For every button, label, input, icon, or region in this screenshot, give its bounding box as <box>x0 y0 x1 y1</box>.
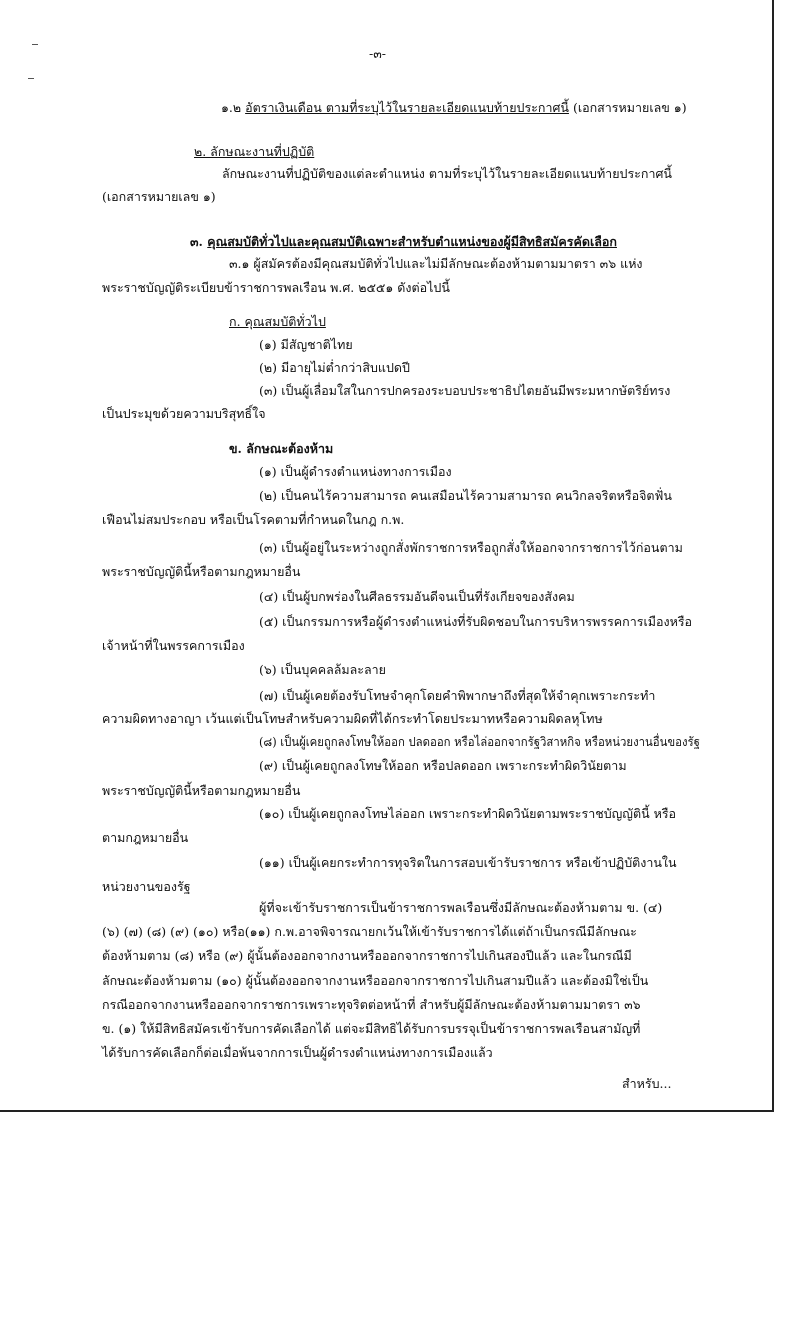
section-1-2-ref: (เอกสารหมายเลข ๑) <box>572 100 687 115</box>
prohibited-item-7-line2: ความผิดทางอาญา เว้นแต่เป็นโทษสำหรับความผิดที่ได้กระทำโดยประมาทหรือความผิดลหุโทษ <box>102 711 603 726</box>
scan-speck <box>28 78 34 79</box>
general-item-1: (๑) มีสัญชาติไทย <box>259 337 353 352</box>
prohibited-item-3-line1: (๓) เป็นผู้อยู่ในระหว่างถูกสั่งพักราชการหรือถูกสั่งให้ออกจากราชการไว้ก่อนตาม <box>259 540 683 555</box>
prohibited-item-11-line1: (๑๑) เป็นผู้เคยกระทำการทุจริตในการสอบเข้ารับราชการ หรือเข้าปฏิบัติงานใน <box>259 855 677 870</box>
section-3-number: ๓. <box>190 234 203 249</box>
general-item-2: (๒) มีอายุไม่ต่ำกว่าสิบแปดปี <box>259 360 410 375</box>
page-border-bottom <box>0 1110 774 1112</box>
prohibited-item-2-line1: (๒) เป็นคนไร้ความสามารถ คนเสมือนไร้ความสามารถ คนวิกลจริตหรือจิตฟั่น <box>259 488 672 503</box>
page-number: -๓- <box>369 46 386 61</box>
page-border-right <box>772 0 774 1112</box>
closing-line-3: ต้องห้ามตาม (๘) หรือ (๙) ผู้นั้นต้องออกจากงานหรือออกจากราชการไปเกินสองปีแล้ว และในกรณีมี <box>102 948 632 963</box>
continuation-text: สำหรับ... <box>622 1076 672 1091</box>
prohibited-item-2-line2: เฟือนไม่สมประกอบ หรือเป็นโรคตามที่กำหนดในกฎ ก.พ. <box>102 512 405 527</box>
closing-line-7: ได้รับการคัดเลือกก็ต่อเมื่อพ้นจากการเป็นผู้ดำรงตำแหน่งทางการเมืองแล้ว <box>102 1045 493 1060</box>
section-3-1-line2: พระราชบัญญัติระเบียบข้าราชการพลเรือน พ.ศ. ๒๕๕๑ ดังต่อไปนี้ <box>102 280 450 295</box>
section-2-heading: ๒. ลักษณะงานที่ปฏิบัติ <box>194 144 315 159</box>
prohibited-item-9-line2: พระราชบัญญัตินี้หรือตามกฎหมายอื่น <box>102 783 301 798</box>
closing-line-4: ลักษณะต้องห้ามตาม (๑๐) ผู้นั้นต้องออกจากงานหรือออกจากราชการไปเกินสามปีแล้ว และต้องมิใช่เป็น <box>102 973 649 988</box>
section-1-2-line <box>221 100 687 116</box>
section-1-2-prefix: ๑.๒ <box>221 100 246 115</box>
prohibited-item-8: (๘) เป็นผู้เคยถูกลงโทษให้ออก ปลดออก หรือไล่ออกจากรัฐวิสาหกิจ หรือหน่วยงานอื่นของรัฐ <box>259 734 700 749</box>
section-2-line2: (เอกสารหมายเลข ๑) <box>102 189 216 204</box>
prohibited-item-3-line2: พระราชบัญญัตินี้หรือตามกฎหมายอื่น <box>102 564 301 579</box>
closing-line-6: ข. (๑) ให้มีสิทธิสมัครเข้ารับการคัดเลือกได้ แต่จะมีสิทธิได้รับการบรรจุเป็นข้าราชการพลเรือนสามัญที่ <box>102 1021 641 1036</box>
prohibited-item-9-line1: (๙) เป็นผู้เคยถูกลงโทษให้ออก หรือปลดออก เพราะกระทำผิดวินัยตาม <box>259 758 627 773</box>
prohibited-item-1: (๑) เป็นผู้ดำรงตำแหน่งทางการเมือง <box>259 464 452 479</box>
prohibited-item-5-line2: เจ้าหน้าที่ในพรรคการเมือง <box>102 638 245 653</box>
prohibited-item-6: (๖) เป็นบุคคลล้มละลาย <box>259 662 387 677</box>
closing-line-1: ผู้ที่จะเข้ารับราชการเป็นข้าราชการพลเรือนซึ่งมีลักษณะต้องห้ามตาม ข. (๔) <box>259 900 663 915</box>
general-qualifications-heading: ก. คุณสมบัติทั่วไป <box>229 314 326 329</box>
prohibited-item-4: (๔) เป็นผู้บกพร่องในศีลธรรมอันดีจนเป็นที่รังเกียจของสังคม <box>259 589 575 604</box>
section-1-2-title: อัตราเงินเดือน ตามที่ระบุไว้ในรายละเอียดแนบท้ายประกาศนี้ <box>245 100 569 115</box>
prohibited-item-11-line2: หน่วยงานของรัฐ <box>102 879 191 894</box>
prohibited-item-7-line1: (๗) เป็นผู้เคยต้องรับโทษจำคุกโดยคำพิพากษาถึงที่สุดให้จำคุกเพราะกระทำ <box>259 688 656 703</box>
section-3-1-line1: ๓.๑ ผู้สมัครต้องมีคุณสมบัติทั่วไปและไม่มีลักษณะต้องห้ามตามมาตรา ๓๖ แห่ง <box>229 256 643 271</box>
scan-speck <box>32 44 38 45</box>
prohibited-item-10-line1: (๑๐) เป็นผู้เคยถูกลงโทษไล่ออก เพราะกระทำผิดวินัยตามพระราชบัญญัตินี้ หรือ <box>259 806 677 821</box>
general-item-3-line1: (๓) เป็นผู้เลื่อมใสในการปกครองระบอบประชาธิปไตยอันมีพระมหากษัตริย์ทรง <box>259 383 671 398</box>
closing-line-2: (๖) (๗) (๘) (๙) (๑๐) หรือ(๑๑) ก.พ.อาจพิจารณายกเว้นให้เข้ารับราชการได้แต่ถ้าเป็นกรณีมีลักษณะ <box>102 924 637 939</box>
general-item-3-line2: เป็นประมุขด้วยความบริสุทธิ์ใจ <box>102 406 266 421</box>
section-2-line1: ลักษณะงานที่ปฏิบัติของแต่ละตำแหน่ง ตามที่ระบุไว้ในรายละเอียดแนบท้ายประกาศนี้ <box>222 166 672 181</box>
prohibited-item-10-line2: ตามกฎหมายอื่น <box>102 830 189 845</box>
prohibited-item-5-line1: (๕) เป็นกรรมการหรือผู้ดำรงตำแหน่งที่รับผิดชอบในการบริหารพรรคการเมืองหรือ <box>259 614 693 629</box>
prohibited-heading: ข. ลักษณะต้องห้าม <box>229 441 334 456</box>
section-3-heading: คุณสมบัติทั่วไปและคุณสมบัติเฉพาะสำหรับตำแหน่งของผู้มีสิทธิสมัครคัดเลือก <box>207 234 617 249</box>
closing-line-5: กรณีออกจากงานหรือออกจากราชการเพราะทุจริตต่อหน้าที่ สำหรับผู้มีลักษณะต้องห้ามตามมาตรา ๓๖ <box>102 997 641 1012</box>
section-3-heading-line <box>190 234 617 250</box>
